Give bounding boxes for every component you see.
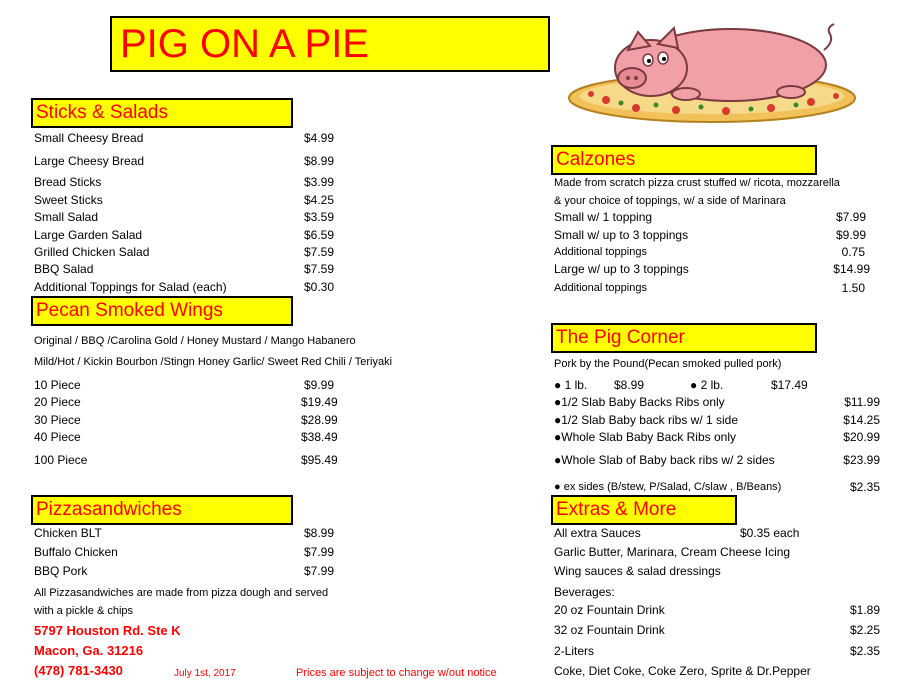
menu-item-name: Bread Sticks (34, 175, 102, 189)
menu-item-name: ● ex sides (B/stew, P/Salad, C/slaw , B/Beans) (554, 481, 782, 493)
menu-item-price: $7.99 (304, 564, 335, 578)
menu-item-price: $4.99 (304, 131, 335, 145)
menu-item-name: 20 Piece (34, 395, 81, 409)
menu-item-price: $7.59 (304, 245, 335, 259)
menu-item-price: $14.99 (833, 262, 870, 276)
calzone-description-line-1: Made from scratch pizza crust stuffed w/ ricota, mozzarella (554, 177, 840, 189)
menu-item-price: $9.99 (304, 378, 335, 392)
menu-item-price: 0.75 (841, 245, 865, 259)
menu-item-price: $9.99 (835, 228, 866, 242)
menu-item-name: Additional toppings (554, 282, 647, 294)
pizzasandwich-note-line-2: with a pickle & chips (34, 605, 134, 617)
menu-item-name: Small w/ 1 topping (554, 210, 653, 224)
menu-item-name: ●Whole Slab of Baby back ribs w/ 2 sides (554, 453, 775, 467)
menu-item-price: $95.49 (301, 453, 338, 467)
menu-item-name: 40 Piece (34, 430, 81, 444)
menu-item-price: $23.99 (843, 453, 880, 467)
menu-item-price: $8.99 (304, 154, 335, 168)
menu-item-name: 32 oz Fountain Drink (554, 623, 665, 637)
address-city: Macon, Ga. 31216 (34, 643, 144, 658)
menu-item-price: $4.25 (304, 193, 335, 207)
soda-options: Coke, Diet Coke, Coke Zero, Sprite & Dr.Pepper (554, 664, 811, 678)
menu-item-name: 2-Liters (554, 644, 595, 658)
pizzasandwich-note-line-1: All Pizzasandwiches are made from pizza dough and served (34, 587, 329, 599)
pork-1lb-label: ● 1 lb. (554, 378, 588, 392)
section-heading-pig-corner: The Pig Corner (551, 323, 817, 353)
menu-item-name: Large Cheesy Bread (34, 154, 145, 168)
menu-item-name: Sweet Sticks (34, 193, 103, 207)
menu-item-price: $11.99 (844, 395, 880, 409)
menu-item-name: Large w/ up to 3 toppings (554, 262, 689, 276)
menu-item-name: Large Garden Salad (34, 228, 143, 242)
section-heading-pizzasandwiches: Pizzasandwiches (31, 495, 293, 525)
wing-flavors-line-1: Original / BBQ /Carolina Gold / Honey Mustard / Mango Habanero (34, 335, 356, 347)
section-heading-calzones: Calzones (551, 145, 817, 175)
menu-item-name: Chicken BLT (34, 526, 102, 540)
menu-item-name: BBQ Pork (34, 564, 88, 578)
pig-on-pizza-logo (566, 10, 860, 128)
menu-item-name: Small Salad (34, 210, 99, 224)
page-title: PIG ON A PIE (110, 16, 550, 72)
section-heading-wings: Pecan Smoked Wings (31, 296, 293, 326)
menu-item-price: $38.49 (301, 430, 338, 444)
menu-item-price: $7.99 (835, 210, 866, 224)
beverages-heading: Beverages: (554, 585, 615, 599)
menu-item-price: $0.30 (304, 280, 335, 294)
menu-item-price: $8.99 (304, 526, 335, 540)
extra-sauces-price: $0.35 each (740, 526, 800, 540)
menu-item-name: Buffalo Chicken (34, 545, 118, 559)
pork-2lb-price: $17.49 (771, 378, 808, 392)
price-notice: Prices are subject to change w/out notice (296, 667, 497, 679)
menu-item-price: $3.99 (304, 175, 335, 189)
menu-item-price: $7.99 (304, 545, 335, 559)
menu-item-name: Additional toppings (554, 246, 647, 258)
menu-item-name: 20 oz Fountain Drink (554, 603, 665, 617)
extra-sauces-label: All extra Sauces (554, 526, 641, 540)
menu-item-name: 30 Piece (34, 413, 81, 427)
menu-item-name: Small w/ up to 3 toppings (554, 228, 689, 242)
menu-item-name: Small Cheesy Bread (34, 131, 144, 145)
menu-item-price: $6.59 (304, 228, 335, 242)
section-heading-extras: Extras & More (551, 495, 737, 525)
menu-item-price: $2.35 (849, 644, 880, 658)
menu-item-price: $1.89 (849, 603, 880, 617)
pork-1lb-price: $8.99 (614, 378, 645, 392)
menu-item-price: $19.49 (301, 395, 338, 409)
pork-by-pound-intro: Pork by the Pound(Pecan smoked pulled pork) (554, 358, 782, 370)
menu-item-name: BBQ Salad (34, 262, 94, 276)
menu-item-name: Additional Toppings for Salad (each) (34, 280, 227, 294)
menu-date: July 1st, 2017 (174, 668, 236, 679)
extras-line-2: Wing sauces & salad dressings (554, 564, 721, 578)
menu-item-price: $2.35 (849, 480, 880, 494)
phone-number: (478) 781-3430 (34, 663, 123, 678)
menu-item-name: 10 Piece (34, 378, 81, 392)
menu-item-price: $3.59 (304, 210, 335, 224)
menu-item-price: $2.25 (849, 623, 880, 637)
menu-item-price: $7.59 (304, 262, 335, 276)
menu-item-price: $14.25 (843, 413, 880, 427)
wing-flavors-line-2: Mild/Hot / Kickin Bourbon /Stingn Honey Garlic/ Sweet Red Chili / Teriyaki (34, 356, 393, 368)
menu-item-price: $20.99 (843, 430, 880, 444)
menu-item-price: $28.99 (301, 413, 338, 427)
menu-item-name: ●Whole Slab Baby Back Ribs only (554, 430, 736, 444)
pork-2lb-label: ● 2 lb. (690, 378, 724, 392)
menu-item-name: ●1/2 Slab Baby Backs Ribs only (554, 395, 725, 409)
menu-item-name: Grilled Chicken Salad (34, 245, 150, 259)
menu-item-price: 1.50 (841, 281, 865, 295)
calzone-description-line-2: & your choice of toppings, w/ a side of Marinara (554, 195, 786, 207)
menu-item-name: 100 Piece (34, 453, 88, 467)
menu-item-name: ●1/2 Slab Baby back ribs w/ 1 side (554, 413, 739, 427)
address-street: 5797 Houston Rd. Ste K (34, 623, 181, 638)
section-heading-sticks-salads: Sticks & Salads (31, 98, 293, 128)
extras-line-1: Garlic Butter, Marinara, Cream Cheese Icing (554, 545, 791, 559)
